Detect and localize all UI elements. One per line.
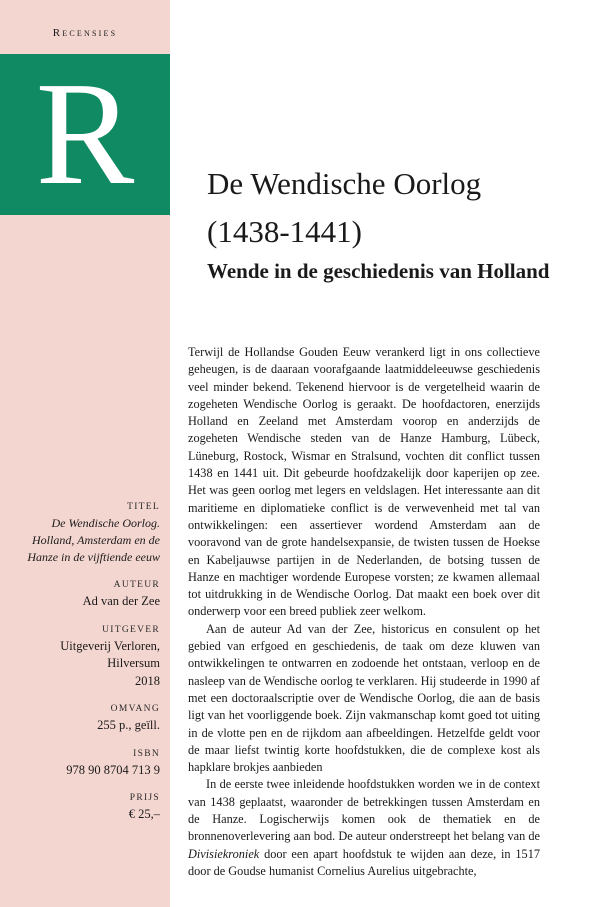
paragraph-3 [188,776,540,880]
initial-block [0,54,170,215]
article-title-line1: De Wendische Oorlog [207,166,482,201]
extent-value: 255 p., geïll. [97,718,160,732]
divisiekroniek-title: Divisiekroniek [188,846,260,861]
author-value: Ad van der Zee [82,594,160,608]
paragraph-3-text-a: In de eerste twee inleidende hoofdstukken worden we in de context van 1438 geplaatst, waaronder de betrekkingen tussen Amsterdam en de Hanze. Logischerwijs komen ook de thematiek en de bronnenoverlevering aan bod. De auteur onderstreept het belang van de [188,777,540,844]
title-label: TITEL [127,502,160,512]
title-value: De Wendische Oorlog. Holland, Amsterdam en de Hanze in de vijftiende eeuw [27,516,160,564]
publisher-name: Uitgeverij Verloren, Hilversum [60,638,160,670]
section-label: Recensies [52,27,118,39]
initial-letter: R [35,52,135,216]
article-body [188,344,540,880]
isbn-value: 978 90 8704 713 9 [66,762,160,777]
paragraph-1: Terwijl de Hollandse Gouden Eeuw verankerd ligt in ons collectieve geheugen, is de daaraan voorafgaande laatmiddeleeuwse geschiedenis veel minder bekend. Tekenend hiervoor is de vergetelheid waarin de zogeheten Wendische Oorlog is geraakt. De hoofdactoren, enerzijds Holland en Zeeland met Amsterdam voorop en anderzijds de zogeheten Wendische steden van de Hanze Hamburg, Lübeck, Lüneburg, Rostock, Wismar en Stralsund, vochten dit conflict tussen 1438 en 1441 uit. Dit gebeurde hoofdzakelijk door kaperijen op zee. Het was geen oorlog met legers en veldslagen. Het interessante aan dit maritieme en diplomatieke conflict is de verwevenheid met tal van ontwikkelingen: een assertiever wordend Amsterdam aan de vooravond van de grote handelsexpansie, de twisten tussen de Hoekse en Kabeljauwse partijen in de Nederlanden, de botsing tussen de Hanze en machtiger wordende Europese vorsten; ze kwamen allemaal tot uitdrukking in de Wendische Oorlog. Dat maakt een boek over dit onderwerp voor een breed publiek zeer welkom. [188,345,540,619]
paragraph-2: Aan de auteur Ad van der Zee, historicus en consulent op het gebied van erfgoed en geschiedenis, de taak om deze kluwen van ontwikkelingen te ontwarren en zodoende het ontstaan, verloop en de nasleep van de Wendische oorlog te verklaren. Hij studeerde in 1990 af met een doctoraalscriptie over de Wendische Oorlog, die aan de basis ligt van het voorliggende boek. Zijn vakmanschap komt goed tot uiting in de vlotte pen en de rijkdom aan afbeeldingen. Hetzelfde geldt voor de maar liefst twintig korte hoofdstukken, die de complexe kost als hapklare brokjes aanbieden [188,621,540,775]
book-metadata [10,502,160,838]
article-subtitle: Wende in de geschiedenis van Holland [207,259,550,283]
publisher-value [10,638,160,691]
publication-year: 2018 [135,673,160,688]
paragraph-3-text-b: door een apart hoofdstuk te wijden aan deze, in 1517 door de Goudse humanist Cornelius Aurelius uitgebrachte, [188,846,540,878]
author-label: AUTEUR [113,580,160,590]
price-label: PRIJS [129,793,160,803]
isbn-label: ISBN [133,748,160,759]
article-title-line2: (1438-1441) [207,214,362,249]
extent-label: OMVANG [110,704,160,714]
publisher-label: UITGEVER [102,624,160,635]
price-value: € 25,– [128,807,160,821]
